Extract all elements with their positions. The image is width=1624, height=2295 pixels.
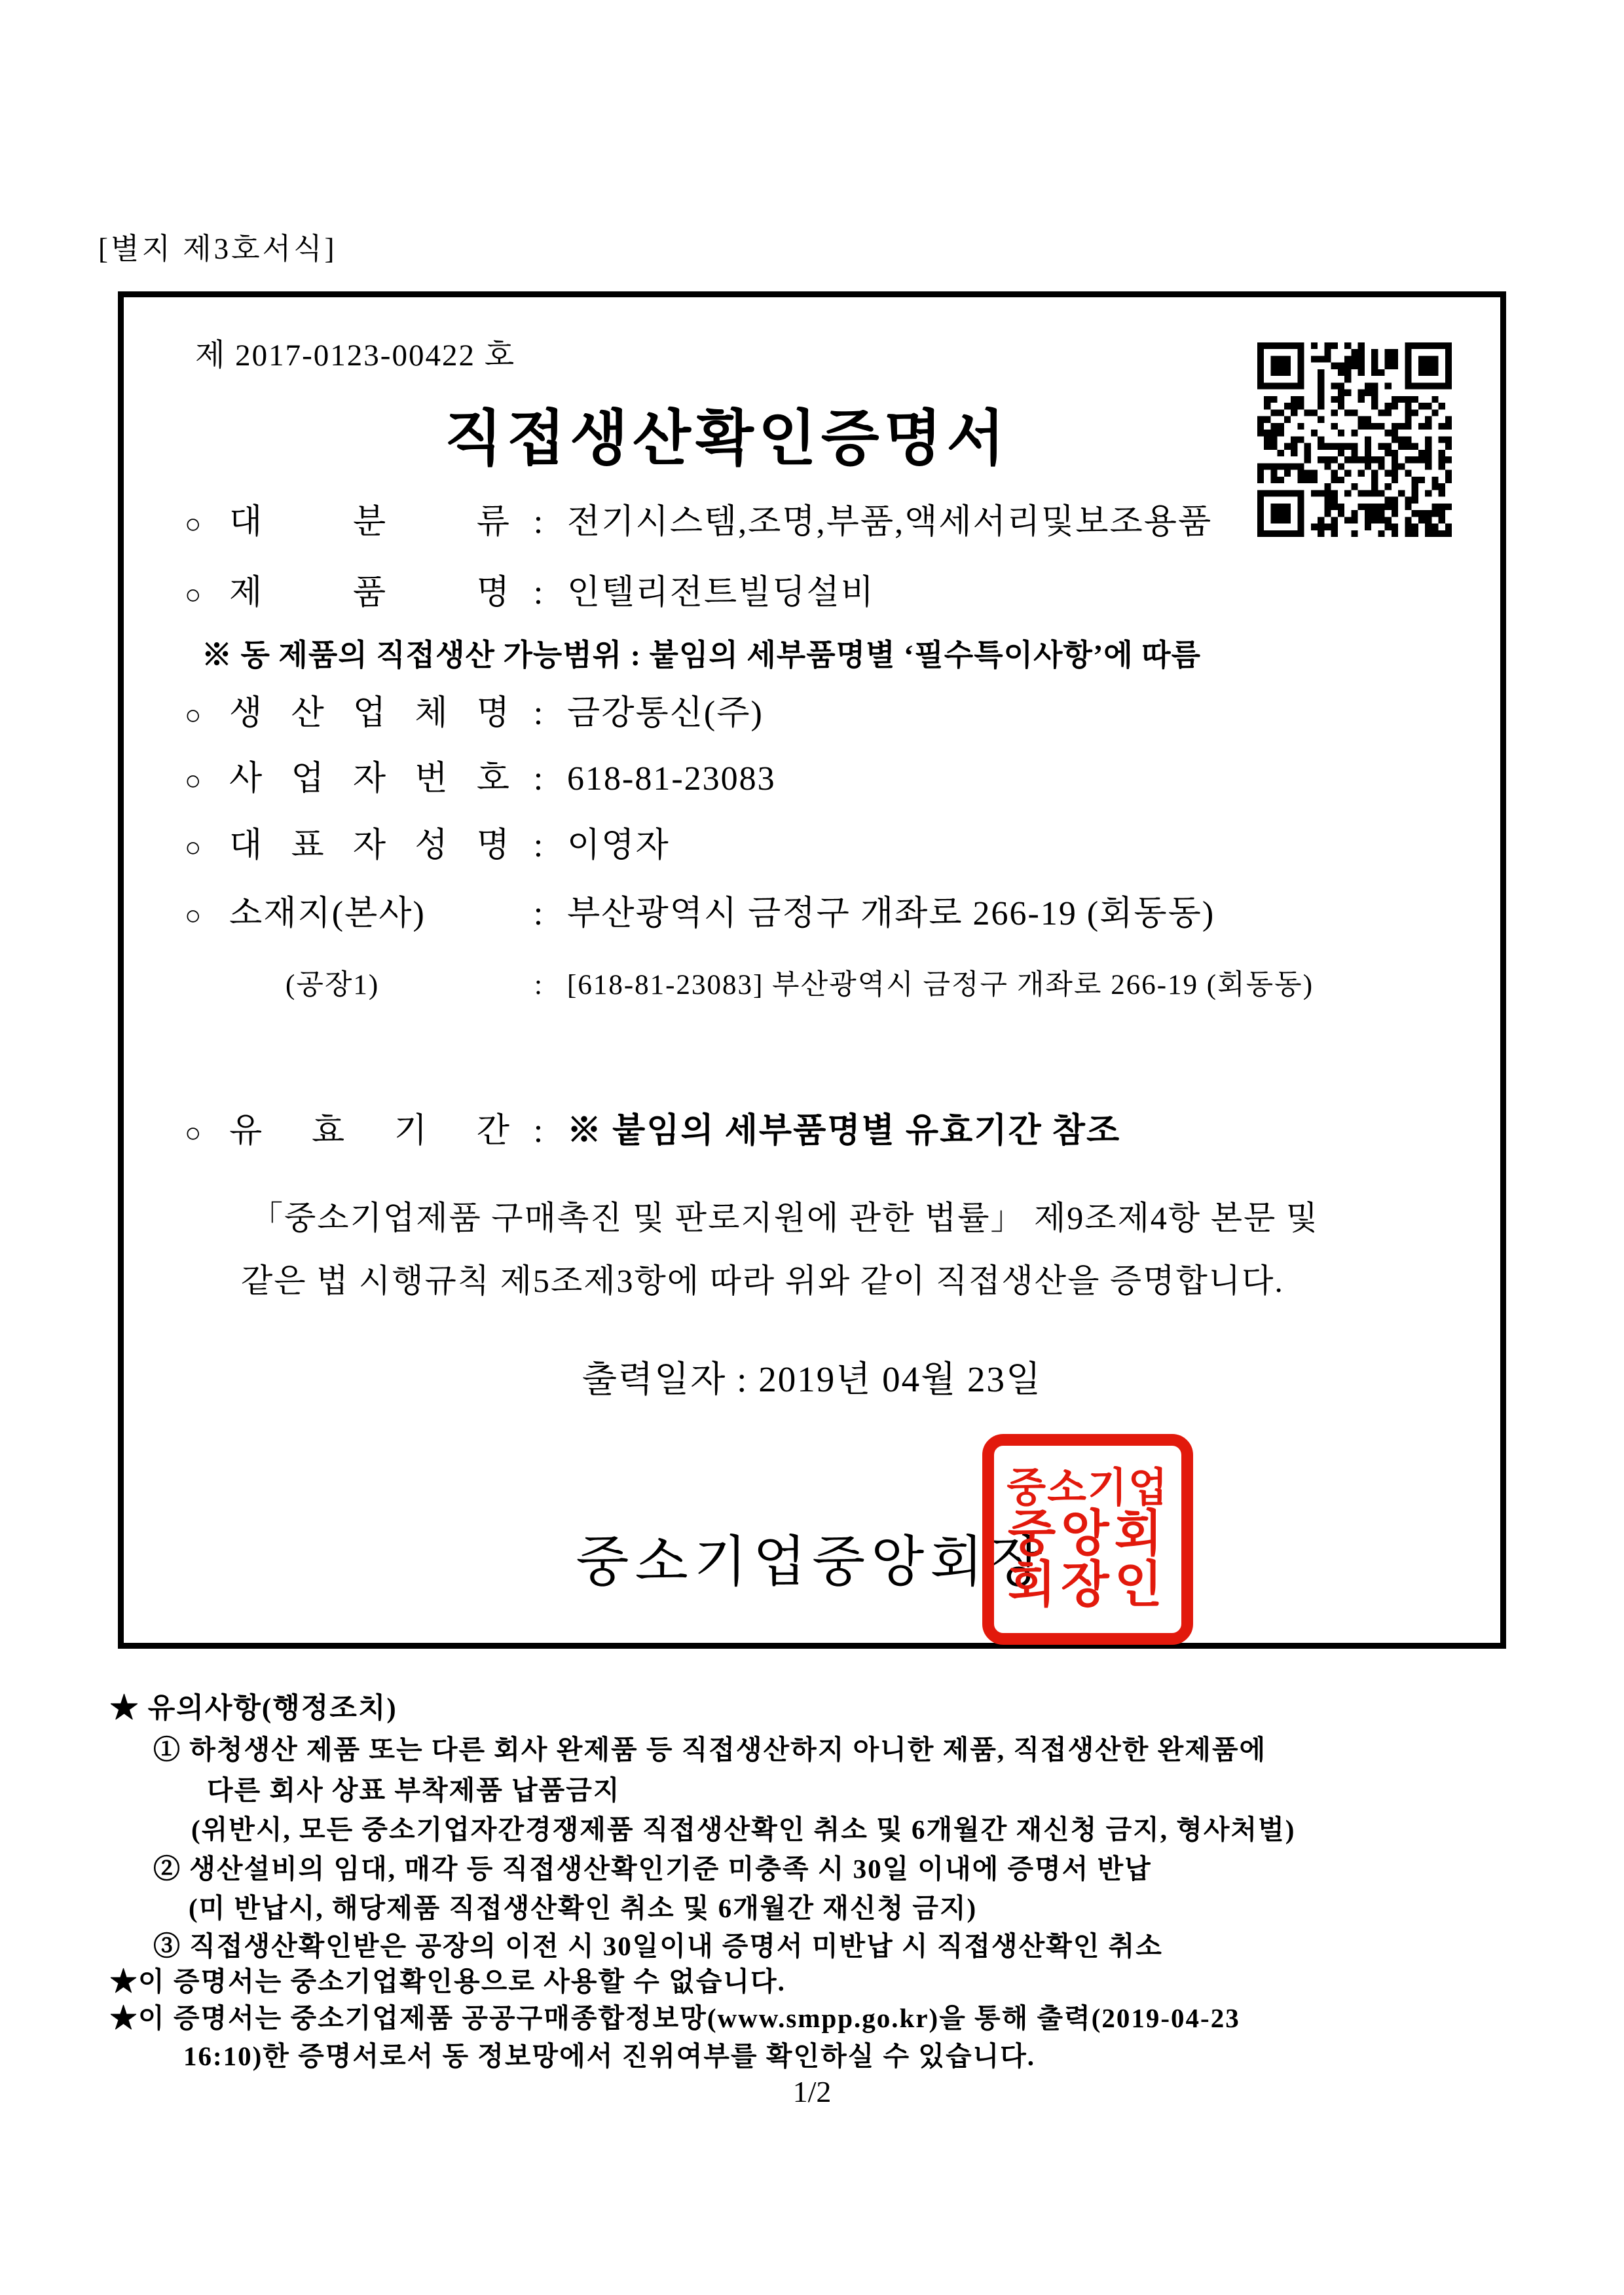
field-manufacturer [185, 694, 764, 733]
circle-bullet-icon: ○ [185, 701, 203, 731]
field-value: 부산광역시 금정구 개좌로 266-19 (회동동) [567, 895, 1215, 932]
qr-code [1257, 342, 1452, 537]
note-line: (위반시, 모든 중소기업자간경쟁제품 직접생산확인 취소 및 6개월간 재신청 금지, 형사처벌) [191, 1814, 1296, 1845]
field-value: 인텔리전트빌딩설비 [567, 574, 876, 612]
field-value: ※ 붙임의 세부품명별 유효기간 참조 [567, 1112, 1121, 1150]
seal-row-3: 회장인 [1007, 1557, 1168, 1613]
field-ceo-name [185, 826, 670, 866]
certificate-title: 직접생산확인증명서 [444, 405, 1010, 472]
field-value: 금강통신(주) [567, 695, 764, 732]
field-value: [618-81-23083] 부산광역시 금정구 개좌로 266-19 (회동동) [567, 970, 1314, 1001]
field-factory1-address [185, 969, 1314, 1001]
field-value: 이영자 [567, 827, 670, 864]
circle-bullet-icon: ○ [185, 509, 203, 540]
issuer-name: 중소기업중앙회장 [576, 1532, 1048, 1593]
field-label: 대 표 자 성 명 [229, 827, 511, 864]
note-line: 다른 회사 상표 부착제품 납품금지 [207, 1775, 621, 1805]
circle-bullet-icon: ○ [185, 901, 203, 931]
field-label: 대 분 류 [229, 504, 511, 541]
field-colon: : [534, 970, 544, 1001]
document-number: 제 2017-0123-00422 호 [195, 339, 516, 373]
field-colon: : [533, 895, 545, 932]
seal-row-2: 중앙회 [1007, 1507, 1168, 1562]
field-colon: : [533, 695, 545, 732]
field-colon: : [533, 574, 545, 612]
field-validity-period [185, 1112, 1120, 1151]
page-number: 1/2 [792, 2075, 832, 2108]
field-value: 전기시스템,조명,부품,액세서리및보조용품 [567, 504, 1213, 541]
field-label: 제 품 명 [229, 574, 511, 612]
circle-bullet-icon: ○ [185, 1118, 203, 1148]
field-label: 사 업 자 번 호 [229, 760, 511, 798]
legal-basis-line1: 「중소기업제품 구매촉진 및 판로지원에 관한 법률」 제9조제4항 본문 및 [250, 1200, 1320, 1236]
notes-heading: ★ 유의사항(행정조치) [110, 1693, 397, 1724]
field-label: 유 효 기 간 [229, 1112, 511, 1150]
production-scope-note: ※ 동 제품의 직접생산 가능범위 : 붙임의 세부품명별 ‘필수특이사항’에 따름 [202, 638, 1202, 672]
field-value: 618-81-23083 [567, 760, 776, 798]
note-line: ★이 증명서는 중소기업확인용으로 사용할 수 없습니다. [110, 1966, 786, 1996]
field-colon: : [533, 504, 545, 541]
note-line: (미 반납시, 해당제품 직접생산확인 취소 및 6개월간 재신청 금지) [189, 1893, 978, 1923]
print-date: 출력일자 : 2019년 04월 23일 [581, 1359, 1043, 1399]
field-label: (공장1) [286, 970, 380, 1001]
seal-row-1: 중소기업 [1006, 1465, 1169, 1511]
circle-bullet-icon: ○ [185, 833, 203, 863]
note-line: ① 하청생산 제품 또는 다른 회사 완제품 등 직접생산하지 아니한 제품, 직접생산한 완제품에 [153, 1735, 1267, 1765]
circle-bullet-icon: ○ [185, 766, 203, 796]
field-business-number [185, 760, 776, 799]
field-head-office-address [185, 894, 1215, 934]
field-product [185, 574, 875, 613]
note-line: ★이 증명서는 중소기업제품 공공구매종합정보망(www.smpp.go.kr)을 통해 출력(2019-04-23 [110, 2003, 1240, 2033]
field-colon: : [533, 760, 545, 798]
field-colon: : [533, 827, 545, 864]
note-line: ② 생산설비의 임대, 매각 등 직접생산확인기준 미충족 시 30일 이내에 증명서 반납 [153, 1854, 1152, 1884]
official-seal-stamp [982, 1434, 1193, 1645]
field-colon: : [533, 1112, 545, 1150]
form-code-label: [별지 제3호서식] [98, 232, 337, 265]
note-line: ③ 직접생산확인받은 공장의 이전 시 30일이내 증명서 미반납 시 직접생산확인 취소 [153, 1931, 1163, 1961]
field-label: 생 산 업 체 명 [229, 695, 511, 732]
field-label: 소재지(본사) [229, 895, 426, 932]
note-line: 16:10)한 증명서로서 동 정보망에서 진위여부를 확인하실 수 있습니다. [183, 2041, 1036, 2071]
legal-basis-line2: 같은 법 시행규칙 제5조제3항에 따라 위와 같이 직접생산을 증명합니다. [241, 1262, 1284, 1299]
field-category [185, 503, 1212, 542]
circle-bullet-icon: ○ [185, 580, 203, 610]
